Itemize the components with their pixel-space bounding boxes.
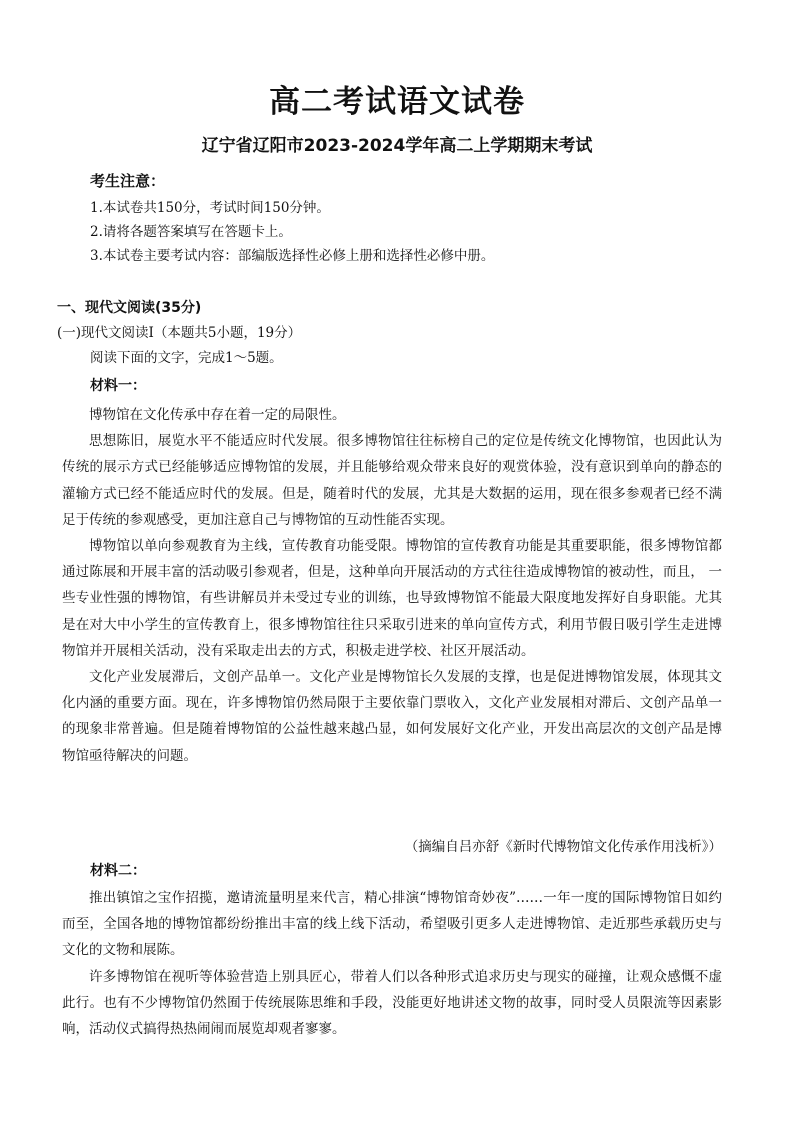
exam-subtitle: 辽宁省辽阳市2023-2024学年高二上学期期末考试	[201, 136, 593, 156]
material2-label: 材料二：	[90, 863, 146, 879]
material1-label: 材料一：	[90, 378, 146, 394]
reading-instruction: 阅读下面的文字，完成1～5题。	[90, 350, 283, 366]
notice-list	[90, 196, 730, 268]
notice-item: 3.本试卷主要考试内容：部编版选择性必修上册和选择性必修中册。	[90, 248, 495, 264]
section-subheading: (一)现代文阅读Ⅰ（本题共5小题，19分）	[57, 325, 302, 341]
notice-heading: 考生注意：	[90, 172, 166, 190]
material2-paragraph: 推出镇馆之宝作招揽，邀请流量明星来代言，精心排演“博物馆奇妙夜”……一年一度的国际博物馆日如约而至，全国各地的博物馆都纷纷推出丰富的线上线下活动，希望吸引更多人走进博物馆、走近那些承载历史与文化的文物和展陈。	[62, 890, 722, 959]
material1-citation: （摘编自吕亦舒《新时代博物馆文化传承作用浅析》）	[404, 839, 722, 855]
section-heading: 一、现代文阅读(35分)	[57, 300, 202, 316]
exam-title: 高二考试语文试卷	[269, 84, 525, 120]
material1-paragraph: 博物馆在文化传承中存在着一定的局限性。	[89, 407, 346, 423]
material2-paragraph: 许多博物馆在视听等体验营造上别具匠心，带着人们以各种形式追求历史与现实的碰撞，让观众感慨不虚此行。也有不少博物馆仍然囿于传统展陈思维和手段，没能更好地讲述文物的故事，同时受人员限流等因素影响，活动仪式搞得热热闹闹而展览却观者寥寥。	[62, 968, 722, 1038]
notice-item: 1.本试卷共150分，考试时间150分钟。	[90, 200, 330, 216]
material1-paragraph: 文化产业发展滞后，文创产品单一。文化产业是博物馆长久发展的支撑，也是促进博物馆发展，体现其文化内涵的重要方面。现在，许多博物馆仍然局限于主要依靠门票收入，文化产业发展相对滞后、文创产品单一的现象非常普遍。但是随着博物馆的公益性越来越凸显，如何发展好文化产业，开发出高层次的文创产品是博物馆亟待解决的问题。	[62, 669, 722, 764]
material1-paragraph: 思想陈旧，展览水平不能适应时代发展。很多博物馆往往标榜自己的定位是传统文化博物馆，也因此认为传统的展示方式已经能够适应博物馆的发展，并且能够给观众带来良好的观赏体验，没有意识到单向的静态的灌输方式已经不能适应时代的发展。但是，随着时代的发展，尤其是大数据的运用，现在很多参观者已经不满足于传统的参观感受，更加注意自己与博物馆的互动性能否实现。	[62, 433, 722, 528]
material1-body	[62, 402, 722, 769]
material2-body	[62, 885, 722, 1042]
notice-item: 2.请将各题答案填写在答题卡上。	[90, 224, 292, 240]
material1-paragraph: 博物馆以单向参观教育为主线，宣传教育功能受限。博物馆的宣传教育功能是其重要职能，很多博物馆都通过陈展和开展丰富的活动吸引参观者，但是，这种单向开展活动的方式往往造成博物馆的被动性，而且， 一些专业性强的博物馆，有些讲解员并未受过专业的训练，也导致博物馆不能最大限度地发挥好自身职能。尤其是在对大中小学生的宣传教育上，很多博物馆往往只采取引进来的单向宣传方式，利用节假日吸引学生走进博物馆并开展相关活动，没有采取走出去的方式，积极走进学校、社区开展活动。	[62, 538, 722, 659]
